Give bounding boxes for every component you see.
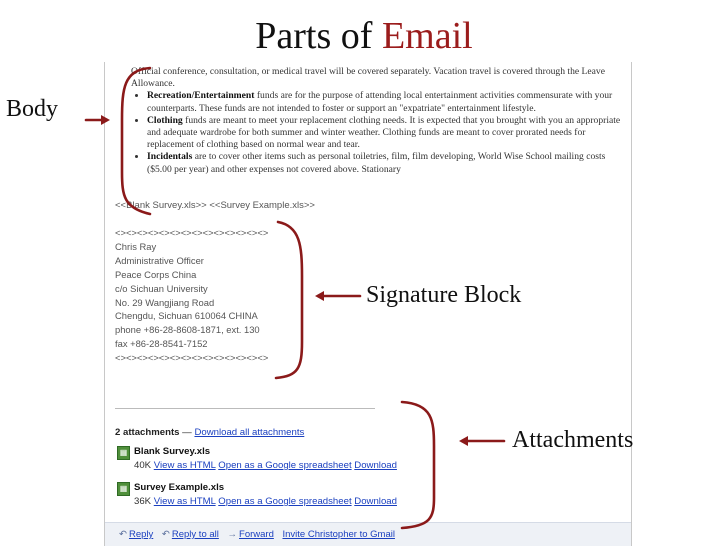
attachments-bracket [402, 402, 434, 528]
sig-phone: phone +86-28-8608-1871, ext. 130 [115, 324, 260, 336]
spreadsheet-icon: ▦ [117, 482, 130, 496]
sig-fax: fax +86-28-8541-7152 [115, 338, 208, 350]
body-bracket [122, 68, 150, 214]
download-link[interactable]: Download [354, 496, 397, 507]
spreadsheet-icon: ▦ [117, 446, 130, 460]
dash: — [179, 427, 195, 438]
reply-icon: ↶ [119, 529, 127, 540]
attachments-label: Attachments [512, 427, 634, 453]
attachments-arrowhead [459, 436, 468, 446]
sig-city: Chengdu, Sichuan 610064 CHINA [115, 310, 258, 322]
bullet-text: funds are for the purpose of attending local entertainment activities commensurate with your counterparts. These funds are not intended to foster or support an "expatriate" entertainment lifestyle. [147, 90, 613, 114]
forward-icon: → [227, 529, 238, 540]
title-prefix: Parts of [255, 15, 373, 57]
sig-org: Peace Corps China [115, 268, 197, 280]
signature-bracket [276, 222, 302, 378]
body-label: Body [6, 96, 59, 122]
invite-link[interactable]: Invite Christopher to Gmail [282, 529, 395, 540]
reply-link[interactable]: Reply [128, 529, 154, 540]
bullet-term: Incidentals [147, 151, 193, 163]
signature-arrowhead [315, 291, 324, 301]
signature-label: Signature Block [366, 282, 522, 308]
reply-all-icon: ↶ [161, 529, 170, 540]
title-accent: Email [381, 15, 473, 57]
forward-link[interactable]: Forward [239, 529, 274, 540]
view-as-html-link[interactable]: View as HTML [153, 496, 216, 507]
sig-street: No. 29 Wangjiang Road [115, 296, 215, 308]
bullet-text: are to cover other items such as personal toiletries, film, film developing, World Wise School mailing costs ($5.00 per year) and other expenses not covered above. Stationary [147, 151, 606, 175]
attachment-name: Survey Example.xls [134, 482, 225, 493]
bullet-term: Clothing [147, 114, 183, 126]
bullet-term: Recreation/Entertainment [147, 90, 255, 102]
reply-all-link[interactable]: Reply to all [171, 529, 219, 540]
download-link[interactable]: Download [354, 460, 397, 471]
body-arrowhead [101, 115, 110, 125]
sig-separator-end: <><><><><><><><><><><><><><> [115, 352, 269, 364]
body-intro: Official conference, consultation, or medical travel will be covered separately. Vacation travel is covered through the Leave Allowance. [131, 66, 605, 90]
inline-attachment-refs: <<Blank Survey.xls>> <<Survey Example.xls>> [115, 200, 315, 211]
sig-separator: <><><><><><><><><><><><><><> [115, 227, 269, 238]
sig-care-of: c/o Sichuan University [115, 282, 208, 294]
sig-name: Chris Ray [115, 240, 157, 252]
bullet-text: funds are meant to meet your replacement clothing needs. It is expected that you brought with you an appropriate and adequate wardrobe for both summer and winter weather. Clothing funds are meant to cover prorated needs for replacement of clothing based on normal wear and tear. [147, 114, 621, 151]
view-as-html-link[interactable]: View as HTML [153, 460, 216, 471]
attachment-size: 40K [134, 460, 152, 471]
attachment-name: Blank Survey.xls [134, 446, 211, 457]
attachment-size: 36K [134, 496, 152, 507]
open-spreadsheet-link[interactable]: Open as a Google spreadsheet [218, 460, 352, 471]
download-all-link[interactable]: Download all attachments [194, 427, 305, 438]
sig-role: Administrative Officer [115, 254, 204, 266]
open-spreadsheet-link[interactable]: Open as a Google spreadsheet [218, 496, 352, 507]
attachment-count: 2 attachments [115, 427, 180, 438]
